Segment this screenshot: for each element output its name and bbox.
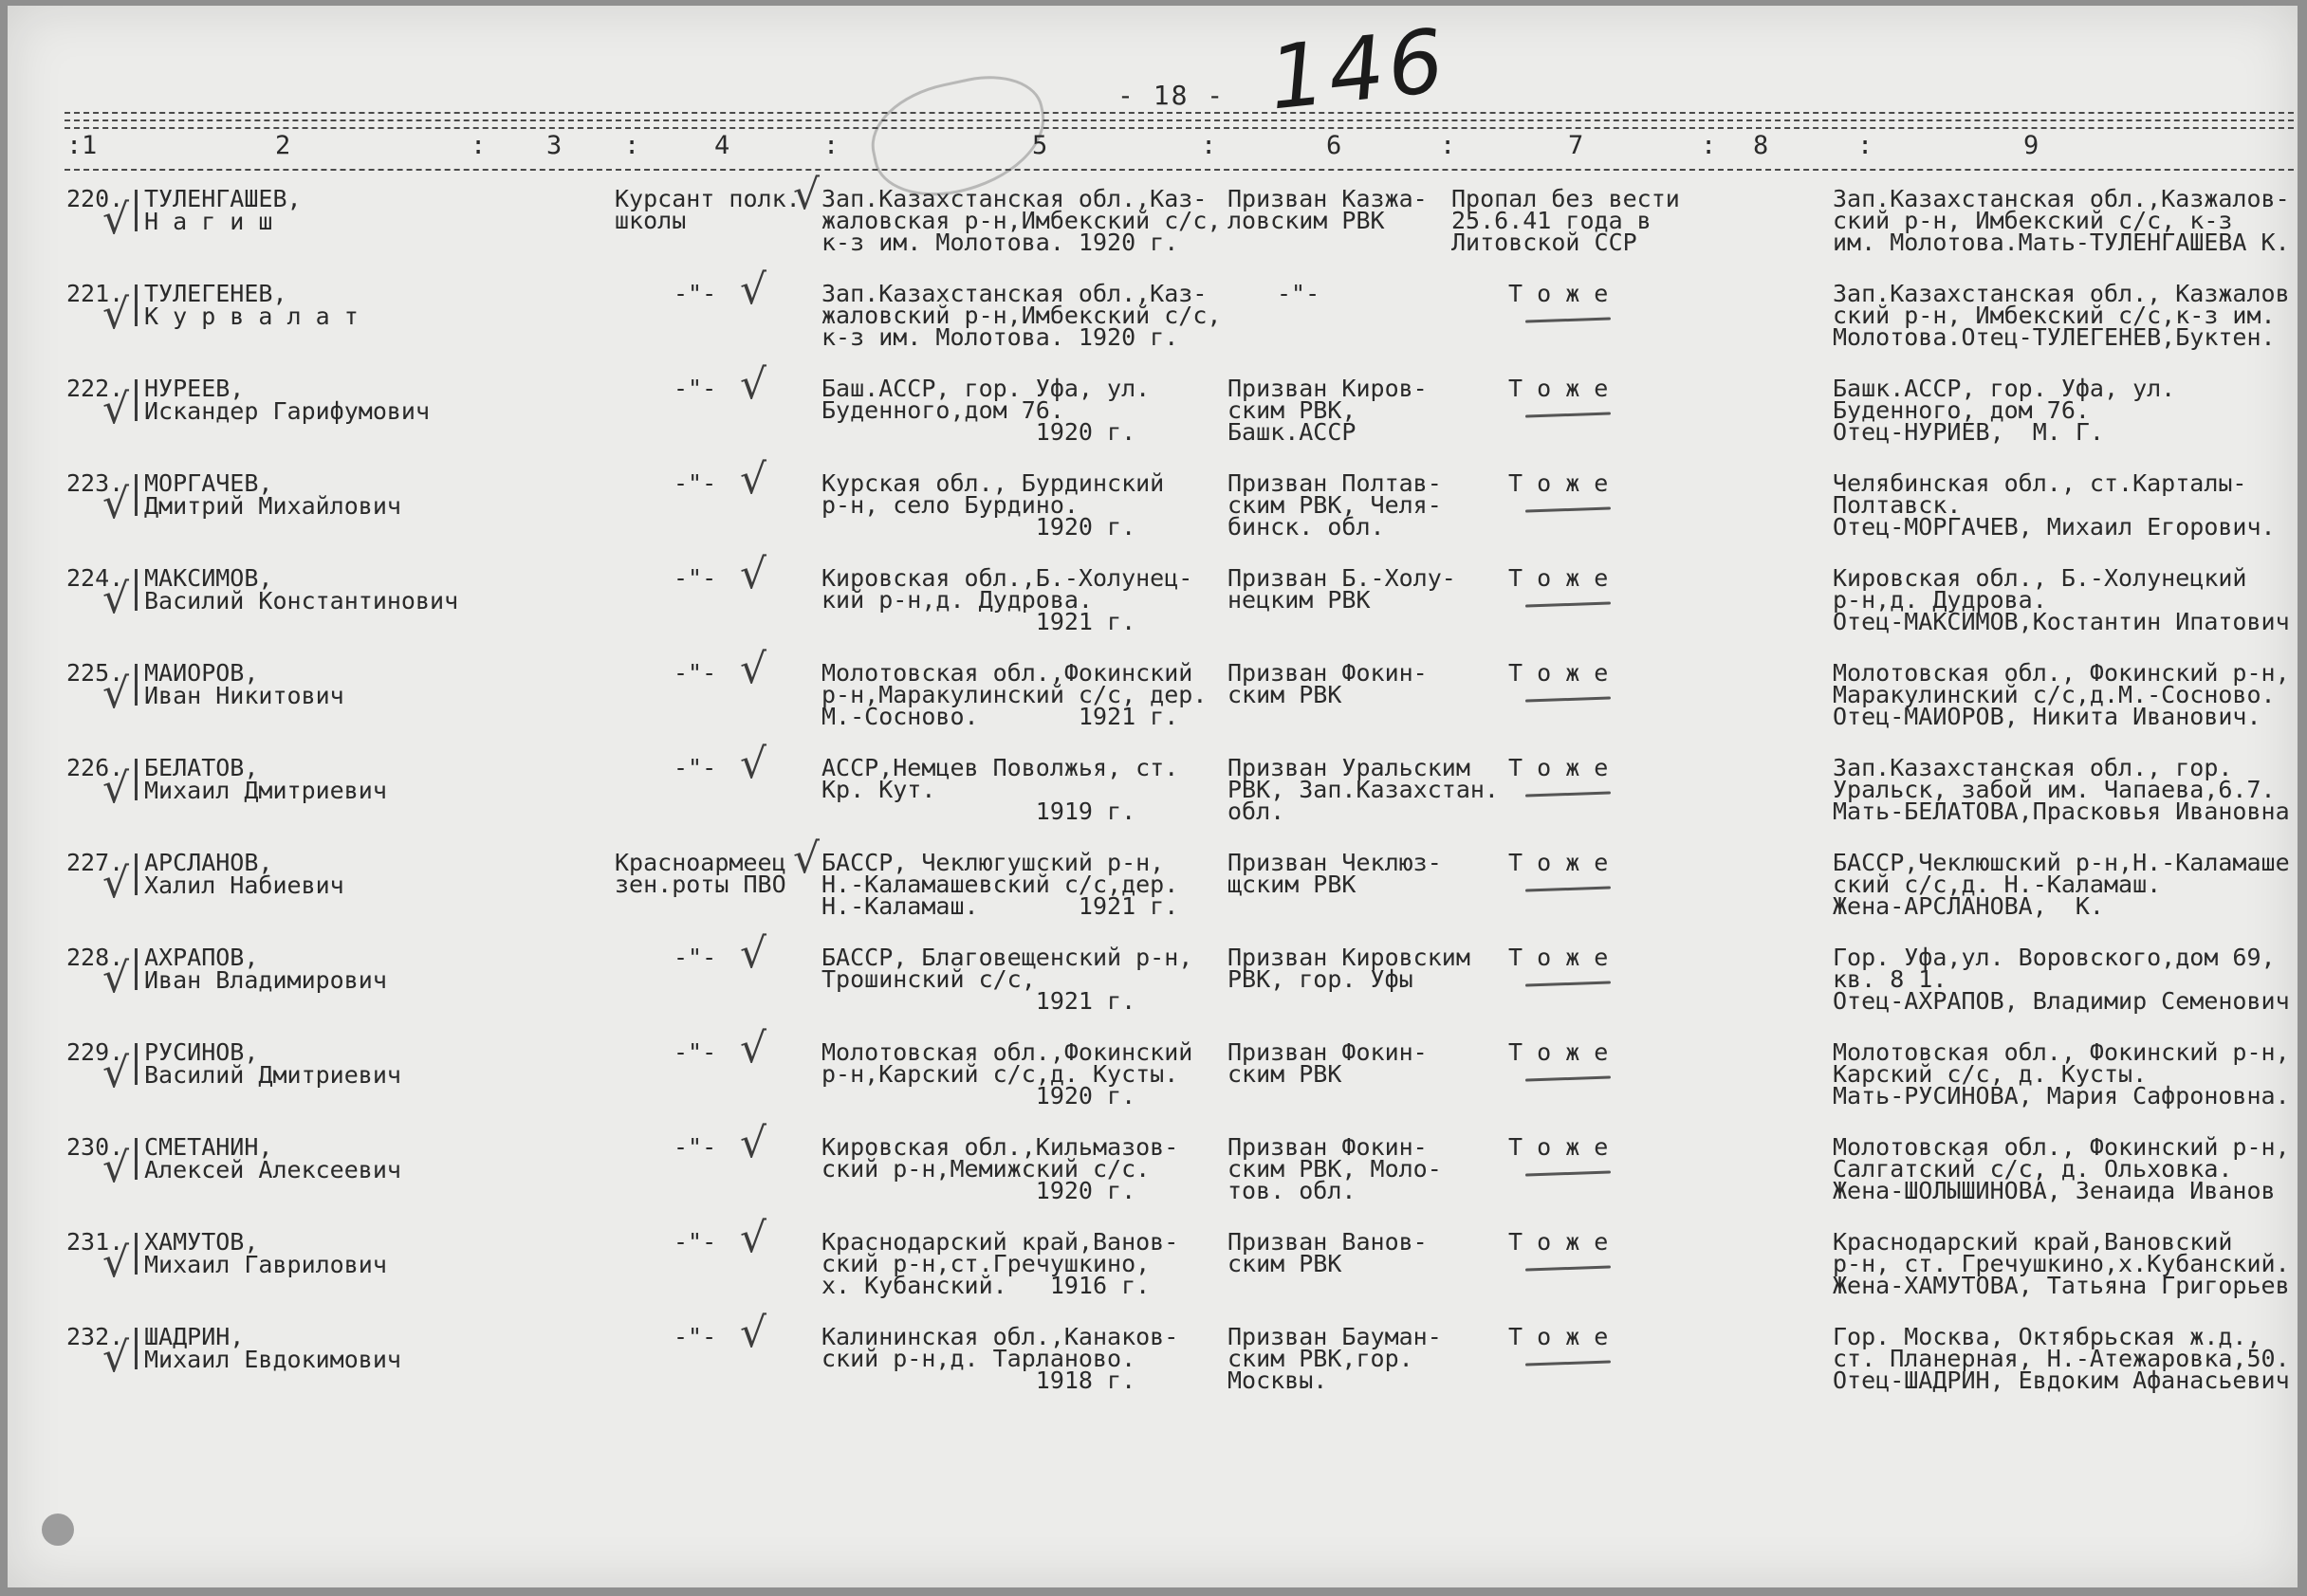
birthplace: Краснодарский край,Ванов- ский р-н,ст.Гречушкино, х. Кубанский. 1916 г. [821, 1228, 1179, 1299]
drafted-by: Призван Полтав- ским РВК, Челя- бинск. обл. [1227, 469, 1442, 541]
underline-mark [1525, 1075, 1611, 1081]
birthplace: Кировская обл.,Б.-Холунец- кий р-н,д. Дудрова. 1921 г. [821, 564, 1193, 635]
relatives: Челябинская обл., ст.Карталы- Полтавск. Отец-МОРГАЧЕВ, Михаил Егорович. [1833, 469, 2276, 541]
check-mark-rank: √ [740, 1214, 767, 1262]
underline-mark [1525, 981, 1611, 986]
relatives: Молотовская обл., Фокинский р-н, Маракулинский с/с,д.М.-Сосново. Отец-МАИОРОВ, Никита Иванович. [1833, 659, 2290, 730]
underline-mark [1525, 412, 1611, 417]
rank: -"- [674, 659, 717, 687]
birthplace: Курская обл., Бурдинский р-н, село Бурдино. 1920 г. [821, 469, 1165, 541]
column-header-row [8, 131, 2298, 169]
table-row [8, 645, 2298, 757]
header-rule-bottom [65, 169, 2298, 171]
table-row [8, 1309, 2298, 1421]
given-names: Иван Никитович [144, 682, 344, 709]
col-sep: : [1201, 131, 1217, 160]
table-row [8, 1024, 2298, 1136]
table-row [8, 171, 2298, 283]
given-names: К у р в а л а т [144, 303, 359, 330]
punch-hole [42, 1513, 74, 1546]
surname: ХАМУТОВ, [144, 1228, 259, 1256]
surname: НУРЕЕВ, [144, 375, 245, 402]
relatives: Кировская обл., Б.-Холунецкий р-н,д. Дудрова. Отец-МАКСИМОВ,Костантин Ипатович [1833, 564, 2290, 635]
table-row [8, 1119, 2298, 1231]
check-mark-rank: √ [740, 1309, 767, 1357]
fate: Т о ж е [1508, 1038, 1609, 1066]
check-mark-name: √ [102, 575, 130, 623]
col-sep: : [66, 131, 83, 160]
given-names: Василий Дмитриевич [144, 1061, 401, 1089]
check-mark-name: √ [102, 1238, 130, 1287]
birthplace: Зап.Казахстанская обл.,Каз- жаловский р-н,Имбекский с/с, к-з им. Молотова. 1920 г. [821, 280, 1222, 351]
given-names: Михаил Евдокимович [144, 1346, 401, 1373]
underline-mark [1525, 696, 1611, 702]
fate: Т о ж е [1508, 375, 1609, 402]
record-number: 221. [66, 280, 124, 307]
surname: РУСИНОВ, [144, 1038, 259, 1066]
record-number: 229. [66, 1038, 124, 1066]
birthplace: Зап.Казахстанская обл.,Каз- жаловская р-н,Имбекский с/с, к-з им. Молотова. 1920 г. [821, 185, 1222, 256]
table-row [8, 1214, 2298, 1326]
rank: -"- [674, 1133, 717, 1161]
record-number: 224. [66, 564, 124, 592]
table-row [8, 740, 2298, 852]
drafted-by: Призван Б.-Холу- нецким РВК [1227, 564, 1456, 614]
check-mark-name: √ [102, 764, 130, 813]
record-number: 225. [66, 659, 124, 687]
col-3: 3 [546, 131, 563, 160]
check-mark-name: √ [102, 1144, 130, 1192]
surname: ТУЛЕНГАШЕВ, [144, 185, 302, 212]
check-mark-rank: √ [740, 929, 767, 978]
relatives: Молотовская обл., Фокинский р-н, Карский с/с, д. Кусты. Мать-РУСИНОВА, Мария Сафроновна. [1833, 1038, 2290, 1110]
col-sep: : [823, 131, 840, 160]
relatives: Зап.Казахстанская обл.,Казжалов- ский р-н, Имбекский с/с, к-з им. Молотова.Мать-ТУЛЕНГАШЕВА К. [1833, 185, 2290, 256]
check-mark-rank: √ [793, 835, 821, 883]
underline-mark [1525, 1265, 1611, 1271]
fate: Т о ж е [1508, 659, 1609, 687]
record-number: 230. [66, 1133, 124, 1161]
fate: Т о ж е [1508, 280, 1609, 307]
check-mark-name: √ [102, 385, 130, 433]
drafted-by: -"- [1277, 280, 1320, 307]
relatives: Башк.АССР, гор. Уфа, ул. Буденного, дом 76. Отец-НУРИЕВ, М. Г. [1833, 375, 2176, 446]
col-1: 1 [82, 131, 98, 160]
fate: Т о ж е [1508, 849, 1609, 876]
underline-mark [1525, 791, 1611, 797]
birthplace: Молотовская обл.,Фокинский р-н,Маракулинский с/с, дер. М.-Сосново. 1921 г. [821, 659, 1208, 730]
check-mark-name: √ [102, 859, 130, 908]
record-number: 222. [66, 375, 124, 402]
col-2: 2 [275, 131, 291, 160]
underline-mark [1525, 317, 1611, 322]
drafted-by: Призван Фокин- ским РВК [1227, 1038, 1428, 1088]
fate: Пропал без вести 25.6.41 года в Литовской ССР [1451, 185, 1680, 256]
record-number: 228. [66, 944, 124, 971]
drafted-by: Призван Чеклюз- щским РВК [1227, 849, 1442, 898]
rank: -"- [674, 1228, 717, 1256]
given-names: Михаил Дмитриевич [144, 777, 387, 804]
header-rule-top [65, 112, 2298, 114]
surname: МОРГАЧЕВ, [144, 469, 273, 497]
archive-number: 146 [1264, 9, 1452, 130]
relatives: Зап.Казахстанская обл., Казжалов ский р-н, Имбекский с/с,к-з им. Молотова.Отец-ТУЛЕГЕНЕВ,Буктен. [1833, 280, 2290, 351]
col-sep: : [1701, 131, 1717, 160]
rank: -"- [674, 944, 717, 971]
rank: -"- [674, 1323, 717, 1350]
underline-mark [1525, 506, 1611, 512]
relatives: Краснодарский край,Вановский р-н, ст. Гречушкино,х.Кубанский. Жена-ХАМУТОВА, Татьяна Григорьев [1833, 1228, 2290, 1299]
given-names: Н а г и ш [144, 208, 273, 235]
record-number: 220. [66, 185, 124, 212]
underline-mark [1525, 886, 1611, 891]
surname: АРСЛАНОВ, [144, 849, 273, 876]
relatives: Гор. Москва, Октябрьская ж.д., ст. Планерная, Н.-Атежаровка,50. Отец-ШАДРИН, Евдоким Афанасьевич [1833, 1323, 2290, 1394]
check-mark-name: √ [102, 954, 130, 1002]
record-number: 231. [66, 1228, 124, 1256]
drafted-by: Призван Киров- ским РВК, Башк.АССР [1227, 375, 1428, 446]
fate: Т о ж е [1508, 564, 1609, 592]
drafted-by: Призван Бауман- ским РВК,гор. Москвы. [1227, 1323, 1442, 1394]
table-row [8, 360, 2298, 472]
surname: ШАДРИН, [144, 1323, 245, 1350]
surname: ТУЛЕГЕНЕВ, [144, 280, 287, 307]
underline-mark [1525, 1170, 1611, 1176]
check-mark-rank: √ [740, 360, 767, 409]
check-mark-name: √ [102, 1333, 130, 1382]
relatives: Молотовская обл., Фокинский р-н, Салгатский с/с, д. Ольховка. Жена-ШОЛЫШИНОВА, Зенаида Иванов [1833, 1133, 2290, 1204]
surname: МАКСИМОВ, [144, 564, 273, 592]
drafted-by: Призван Ванов- ским РВК [1227, 1228, 1428, 1277]
header-rule-top-2 [65, 119, 2298, 121]
given-names: Иван Владимирович [144, 966, 387, 994]
check-mark-name: √ [102, 290, 130, 339]
check-mark-rank: √ [740, 1119, 767, 1167]
drafted-by: Призван Фокин- ским РВК [1227, 659, 1428, 708]
relatives: Гор. Уфа,ул. Воровского,дом 69, кв. 8 1. Отец-АХРАПОВ, Владимир Семенович [1833, 944, 2290, 1015]
table-row [8, 835, 2298, 946]
check-mark-name: √ [102, 670, 130, 718]
table-row [8, 550, 2298, 662]
check-mark-rank: √ [740, 455, 767, 504]
rank: -"- [674, 564, 717, 592]
table-row [8, 929, 2298, 1041]
given-names: Михаил Гаврилович [144, 1251, 387, 1278]
surname: БЕЛАТОВ, [144, 754, 259, 781]
birthplace: Калининская обл.,Канаков- ский р-н,д. Тарланово. 1918 г. [821, 1323, 1179, 1394]
check-mark-rank: √ [793, 171, 821, 219]
page-number: - 18 - [1117, 80, 1226, 111]
given-names: Халил Набиевич [144, 871, 344, 899]
col-sep: : [624, 131, 640, 160]
table-row [8, 455, 2298, 567]
check-mark-rank: √ [740, 645, 767, 693]
drafted-by: Призван Казжа- ловским РВК [1227, 185, 1428, 234]
birthplace: Молотовская обл.,Фокинский р-н,Карский с/с,д. Кусты. 1920 г. [821, 1038, 1193, 1110]
col-4: 4 [714, 131, 730, 160]
birthplace: БАССР, Благовещенский р-н, Трошинский с/с, 1921 г. [821, 944, 1193, 1015]
check-mark-rank: √ [740, 1024, 767, 1073]
rank: -"- [674, 280, 717, 307]
header-rule-top-3 [65, 127, 2298, 129]
check-mark-rank: √ [740, 740, 767, 788]
col-9: 9 [2023, 131, 2039, 160]
col-sep: : [1857, 131, 1873, 160]
record-number: 226. [66, 754, 124, 781]
surname: АХРАПОВ, [144, 944, 259, 971]
check-mark-name: √ [102, 195, 130, 244]
surname: СМЕТАНИН, [144, 1133, 273, 1161]
record-number: 223. [66, 469, 124, 497]
underline-mark [1525, 1360, 1611, 1366]
given-names: Алексей Алексеевич [144, 1156, 401, 1183]
col-8: 8 [1753, 131, 1769, 160]
drafted-by: Призван Уральским РВК, Зап.Казахстан. обл. [1227, 754, 1499, 825]
fate: Т о ж е [1508, 1133, 1609, 1161]
birthplace: АССР,Немцев Поволжья, ст. Кр. Кут. 1919 г. [821, 754, 1179, 825]
rank: -"- [674, 754, 717, 781]
birthplace: Кировская обл.,Кильмазов- ский р-н,Мемижский с/с. 1920 г. [821, 1133, 1179, 1204]
check-mark-rank: √ [740, 266, 767, 314]
fate: Т о ж е [1508, 1323, 1609, 1350]
record-number: 227. [66, 849, 124, 876]
given-names: Дмитрий Михайлович [144, 492, 401, 520]
rank: Курсант полк. школы [615, 185, 801, 234]
col-sep: : [1440, 131, 1456, 160]
relatives: Зап.Казахстанская обл., гор. Уральск, забой им. Чапаева,6.7. Мать-БЕЛАТОВА,Прасковья Ивановна [1833, 754, 2290, 825]
col-6: 6 [1326, 131, 1342, 160]
drafted-by: Призван Фокин- ским РВК, Моло- тов. обл. [1227, 1133, 1442, 1204]
col-5: 5 [1032, 131, 1048, 160]
birthplace: БАССР, Чеклюгушский р-н, Н.-Каламашевский с/с,дер. Н.-Каламаш. 1921 г. [821, 849, 1179, 920]
underline-mark [1525, 601, 1611, 607]
rank: -"- [674, 1038, 717, 1066]
birthplace: Баш.АССР, гор. Уфа, ул. Буденного,дом 76. 1920 г. [821, 375, 1151, 446]
check-mark-name: √ [102, 480, 130, 528]
fate: Т о ж е [1508, 1228, 1609, 1256]
col-sep: : [471, 131, 487, 160]
check-mark-rank: √ [740, 550, 767, 598]
surname: МАИОРОВ, [144, 659, 259, 687]
given-names: Искандер Гарифумович [144, 397, 431, 425]
given-names: Василий Константинович [144, 587, 459, 615]
rank: -"- [674, 375, 717, 402]
rank: -"- [674, 469, 717, 497]
table-row [8, 266, 2298, 377]
col-7: 7 [1568, 131, 1584, 160]
check-mark-name: √ [102, 1049, 130, 1097]
fate: Т о ж е [1508, 944, 1609, 971]
relatives: БАССР,Чеклюшский р-н,Н.-Каламаше ский с/с,д. Н.-Каламаш. Жена-АРСЛАНОВА, К. [1833, 849, 2290, 920]
fate: Т о ж е [1508, 754, 1609, 781]
record-number: 232. [66, 1323, 124, 1350]
drafted-by: Призван Кировским РВК, гор. Уфы [1227, 944, 1470, 993]
fate: Т о ж е [1508, 469, 1609, 497]
document-sheet [8, 6, 2298, 1587]
rank: Красноармеец зен.роты ПВО [615, 849, 786, 898]
